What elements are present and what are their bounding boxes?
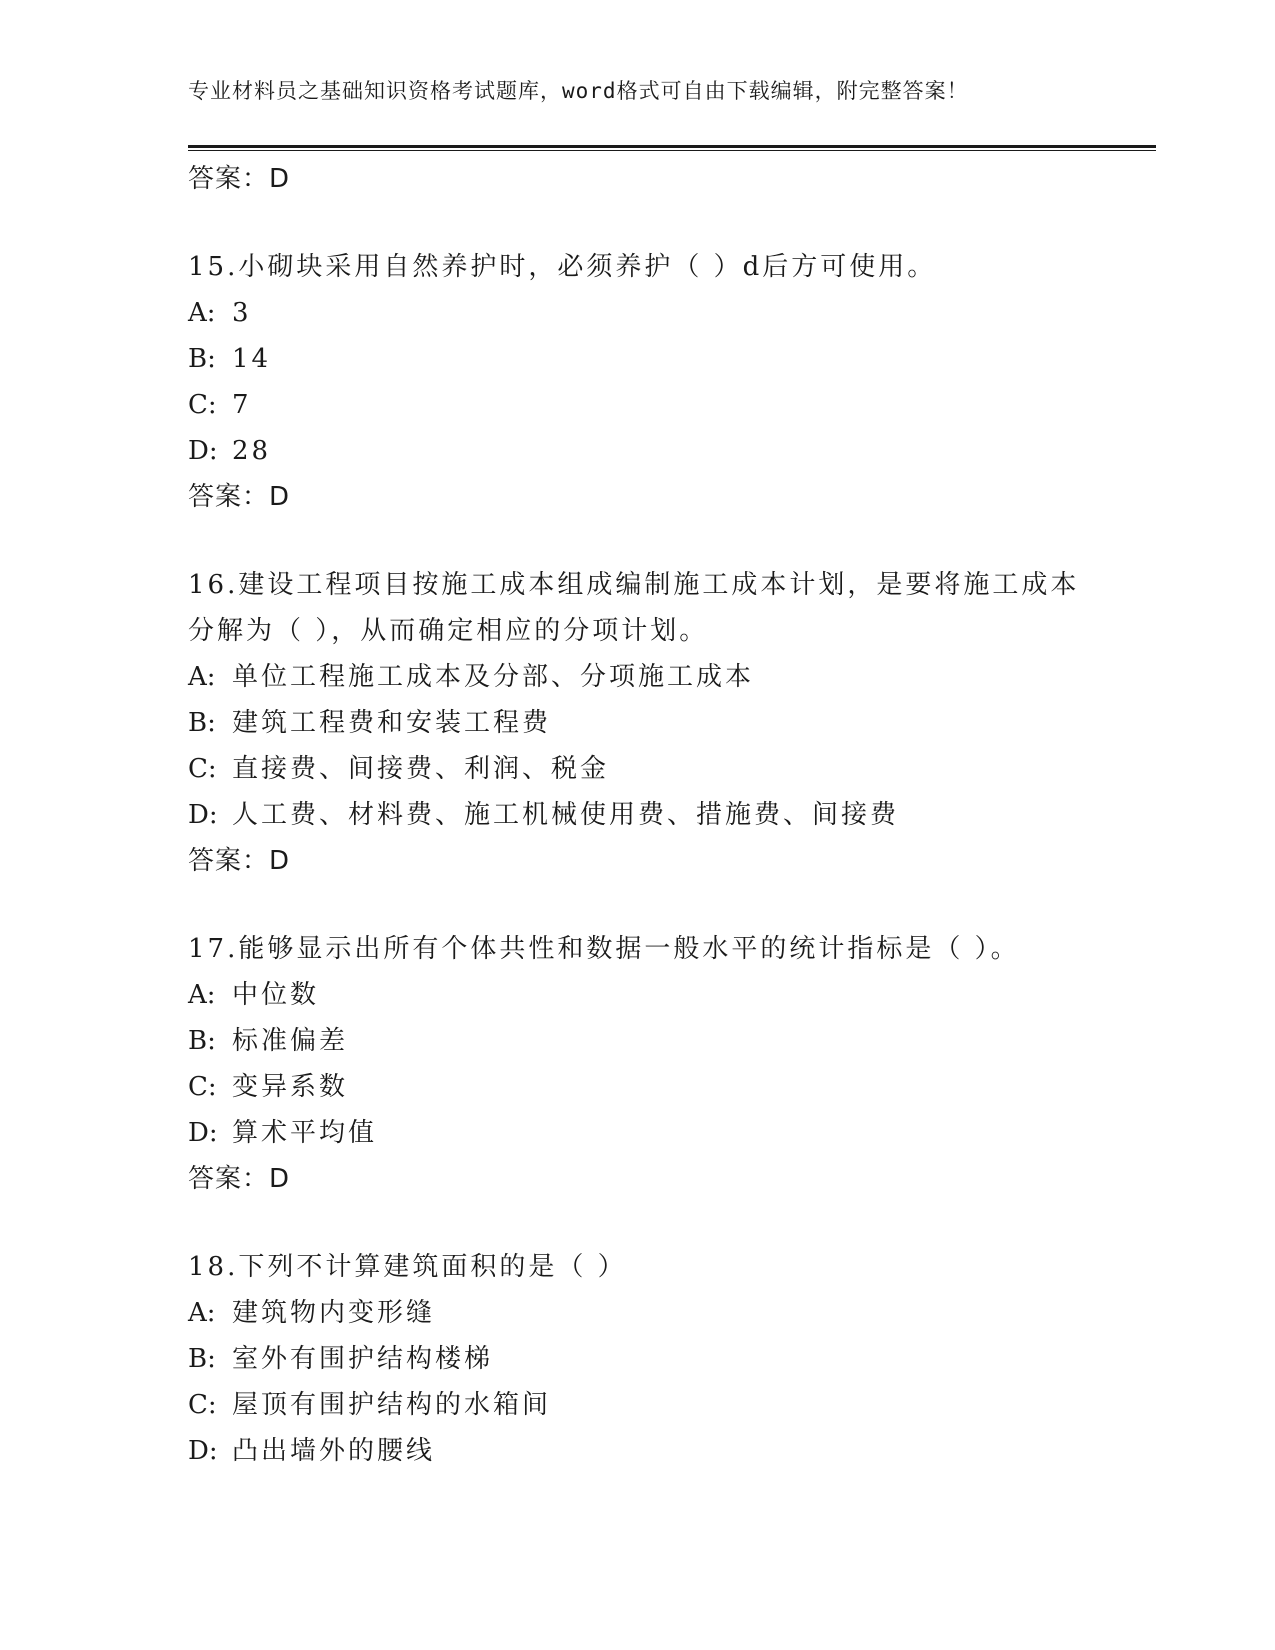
header-rule-thin (188, 150, 1156, 151)
option-text: 直接费、间接费、利润、税金 (232, 754, 610, 784)
option-c (188, 746, 1088, 792)
option-label: D: (188, 436, 218, 466)
option-text: 算术平均值 (232, 1118, 378, 1148)
option-a (188, 654, 1088, 700)
question-15 (188, 244, 1088, 520)
option-a (188, 290, 1088, 336)
option-b (188, 700, 1088, 746)
option-c (188, 382, 1088, 428)
option-text: 建筑物内变形缝 (232, 1298, 436, 1328)
option-label: C: (188, 1072, 217, 1102)
option-b (188, 336, 1088, 382)
option-label: B: (188, 1344, 216, 1374)
question-18 (188, 1244, 1088, 1474)
option-label: B: (188, 1026, 216, 1056)
option-label: C: (188, 754, 217, 784)
option-label: A: (188, 298, 216, 328)
option-label: B: (188, 708, 216, 738)
question-stem: 17.能够显示出所有个体共性和数据一般水平的统计指标是（ ）。 (188, 934, 1020, 964)
option-text: 凸出墙外的腰线 (232, 1436, 436, 1466)
option-label: C: (188, 390, 217, 420)
option-d (188, 792, 1088, 838)
option-text: 14 (232, 344, 272, 374)
option-b (188, 1336, 1088, 1382)
option-text: 中位数 (232, 980, 320, 1010)
option-text: 7 (232, 390, 252, 420)
question-17 (188, 926, 1088, 1202)
question-stem: 15.小砌块采用自然养护时，必须养护（ ）d后方可使用。 (188, 252, 937, 282)
option-d (188, 1110, 1088, 1156)
answer: 答案：D (188, 482, 291, 512)
option-text: 单位工程施工成本及分部、分项施工成本 (232, 662, 755, 692)
option-text: 室外有围护结构楼梯 (232, 1344, 494, 1374)
option-label: C: (188, 1390, 217, 1420)
page-header: 专业材料员之基础知识资格考试题库，word格式可自由下载编辑，附完整答案！ (188, 79, 969, 103)
option-c (188, 1382, 1088, 1428)
option-label: D: (188, 1436, 218, 1466)
question-16 (188, 562, 1088, 884)
option-text: 屋顶有围护结构的水箱间 (232, 1390, 552, 1420)
option-label: B: (188, 344, 216, 374)
option-d (188, 1428, 1088, 1474)
option-a (188, 1290, 1088, 1336)
option-a (188, 972, 1088, 1018)
option-text: 3 (232, 298, 252, 328)
option-text: 28 (232, 436, 272, 466)
option-label: A: (188, 1298, 216, 1328)
option-text: 建筑工程费和安装工程费 (232, 708, 552, 738)
option-label: A: (188, 980, 216, 1010)
previous-question-answer: 答案：D (188, 164, 291, 194)
option-text: 标准偏差 (232, 1026, 349, 1056)
question-stem: 16.建设工程项目按施工成本组成编制施工成本计划，是要将施工成本 (188, 570, 1080, 600)
option-d (188, 428, 1088, 474)
question-list (188, 156, 1088, 1474)
option-label: A: (188, 662, 216, 692)
question-stem-continuation: 分解为（ ），从而确定相应的分项计划。 (188, 616, 709, 646)
answer: 答案：D (188, 846, 291, 876)
option-text: 变异系数 (232, 1072, 349, 1102)
answer: 答案：D (188, 1164, 291, 1194)
option-label: D: (188, 800, 218, 830)
option-label: D: (188, 1118, 218, 1148)
header-rule-thick (188, 145, 1156, 148)
option-c (188, 1064, 1088, 1110)
option-text: 人工费、材料费、施工机械使用费、措施费、间接费 (232, 800, 900, 830)
option-b (188, 1018, 1088, 1064)
question-stem: 18.下列不计算建筑面积的是（ ） (188, 1252, 627, 1282)
